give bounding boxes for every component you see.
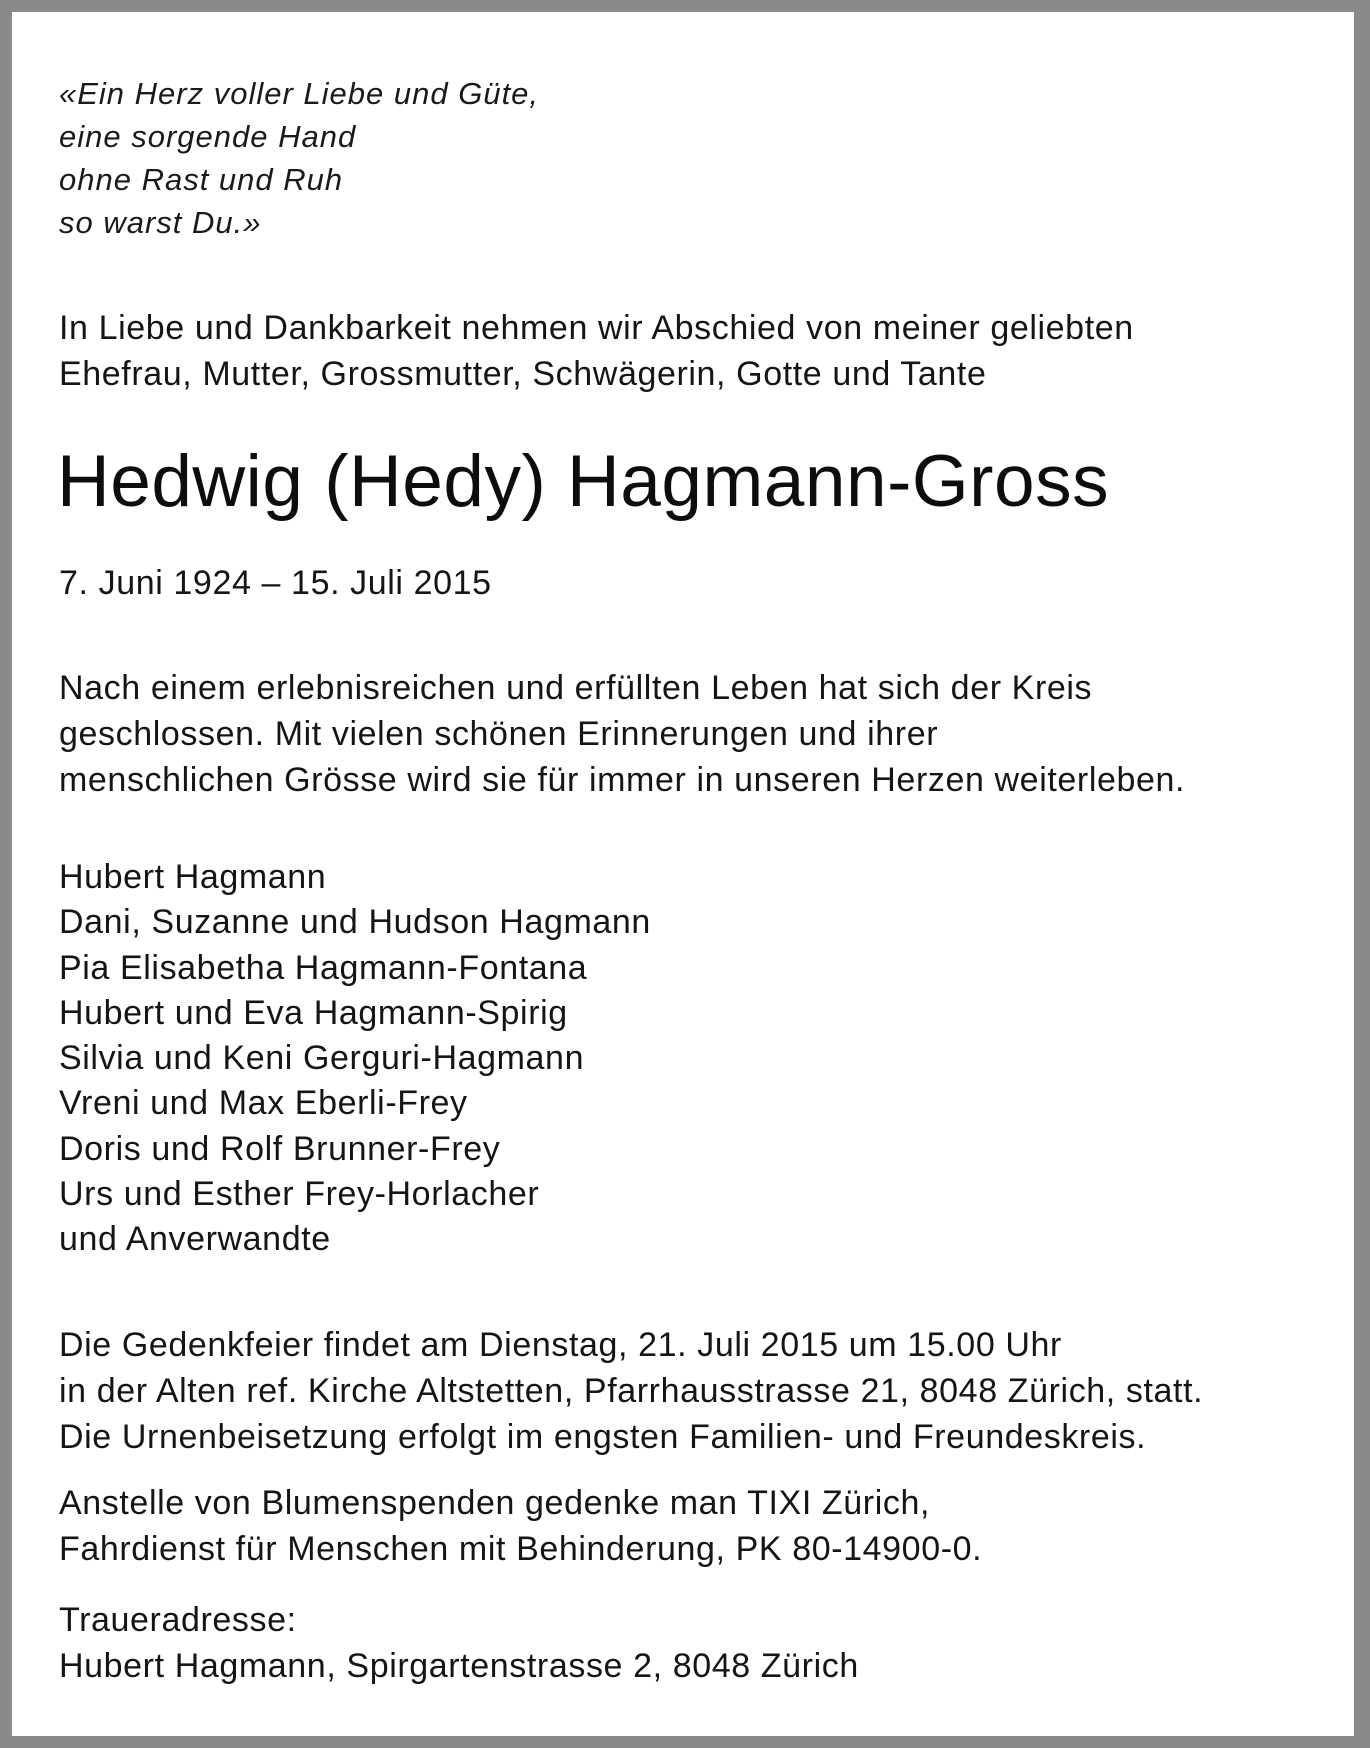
intro-line: Ehefrau, Mutter, Grossmutter, Schwägerin, Gotte und Tante <box>59 355 987 393</box>
family-member: Hubert Hagmann <box>59 858 327 896</box>
family-member: Doris und Rolf Brunner-Frey <box>59 1129 501 1168</box>
mourning-address <box>59 1597 859 1689</box>
tribute-line: geschlossen. Mit vielen schönen Erinnerungen und ihrer <box>59 715 939 753</box>
family-member: Dani, Suzanne und Hudson Hagmann <box>59 903 651 942</box>
family-member: Vreni und Max Eberli-Frey <box>59 1084 468 1123</box>
service-line: Die Urnenbeisetzung erfolgt im engsten Familien- und Freundeskreis. <box>59 1418 1147 1456</box>
donation-line: Fahrdienst für Menschen mit Behinderung, PK 80-14900-0. <box>59 1530 983 1568</box>
donation-line: Anstelle von Blumenspenden gedenke man TIXI Zürich, <box>59 1484 931 1522</box>
address-line: Hubert Hagmann, Spirgartenstrasse 2, 8048 Zürich <box>59 1647 859 1685</box>
obituary-notice <box>12 12 1354 1736</box>
family-member: Silvia und Keni Gerguri-Hagmann <box>59 1039 585 1078</box>
quote-line: so warst Du.» <box>59 205 262 240</box>
quote-line: ohne Rast und Ruh <box>59 162 344 197</box>
intro-line: In Liebe und Dankbarkeit nehmen wir Abschied von meiner geliebten <box>59 309 1134 347</box>
family-member: Pia Elisabetha Hagmann-Fontana <box>59 948 588 987</box>
life-dates-text: 7. Juni 1924 – 15. Juli 2015 <box>59 564 492 602</box>
tribute-line: Nach einem erlebnisreichen und erfüllten Leben hat sich der Kreis <box>59 669 1093 707</box>
service-line: in der Alten ref. Kirche Altstetten, Pfarrhausstrasse 21, 8048 Zürich, statt. <box>59 1372 1204 1410</box>
life-dates <box>59 560 492 606</box>
quote-line: eine sorgende Hand <box>59 119 357 154</box>
intro-text <box>59 305 1134 397</box>
family-member: Hubert und Eva Hagmann-Spirig <box>59 993 568 1032</box>
tribute-text <box>59 665 1185 803</box>
quote-line: «Ein Herz voller Liebe und Güte, <box>59 76 540 111</box>
donation-info <box>59 1480 982 1572</box>
family-list <box>59 855 651 1263</box>
family-member: Urs und Esther Frey-Horlacher <box>59 1175 540 1214</box>
family-member: und Anverwandte <box>59 1220 331 1259</box>
tribute-line: menschlichen Grösse wird sie für immer in unseren Herzen weiterleben. <box>59 761 1186 799</box>
service-line: Die Gedenkfeier findet am Dienstag, 21. Juli 2015 um 15.00 Uhr <box>59 1326 1062 1364</box>
address-label: Traueradresse: <box>59 1601 297 1639</box>
opening-quote <box>59 72 539 244</box>
memorial-service-info <box>59 1322 1203 1460</box>
deceased-name: Hedwig (Hedy) Hagmann-Gross <box>57 441 1110 522</box>
